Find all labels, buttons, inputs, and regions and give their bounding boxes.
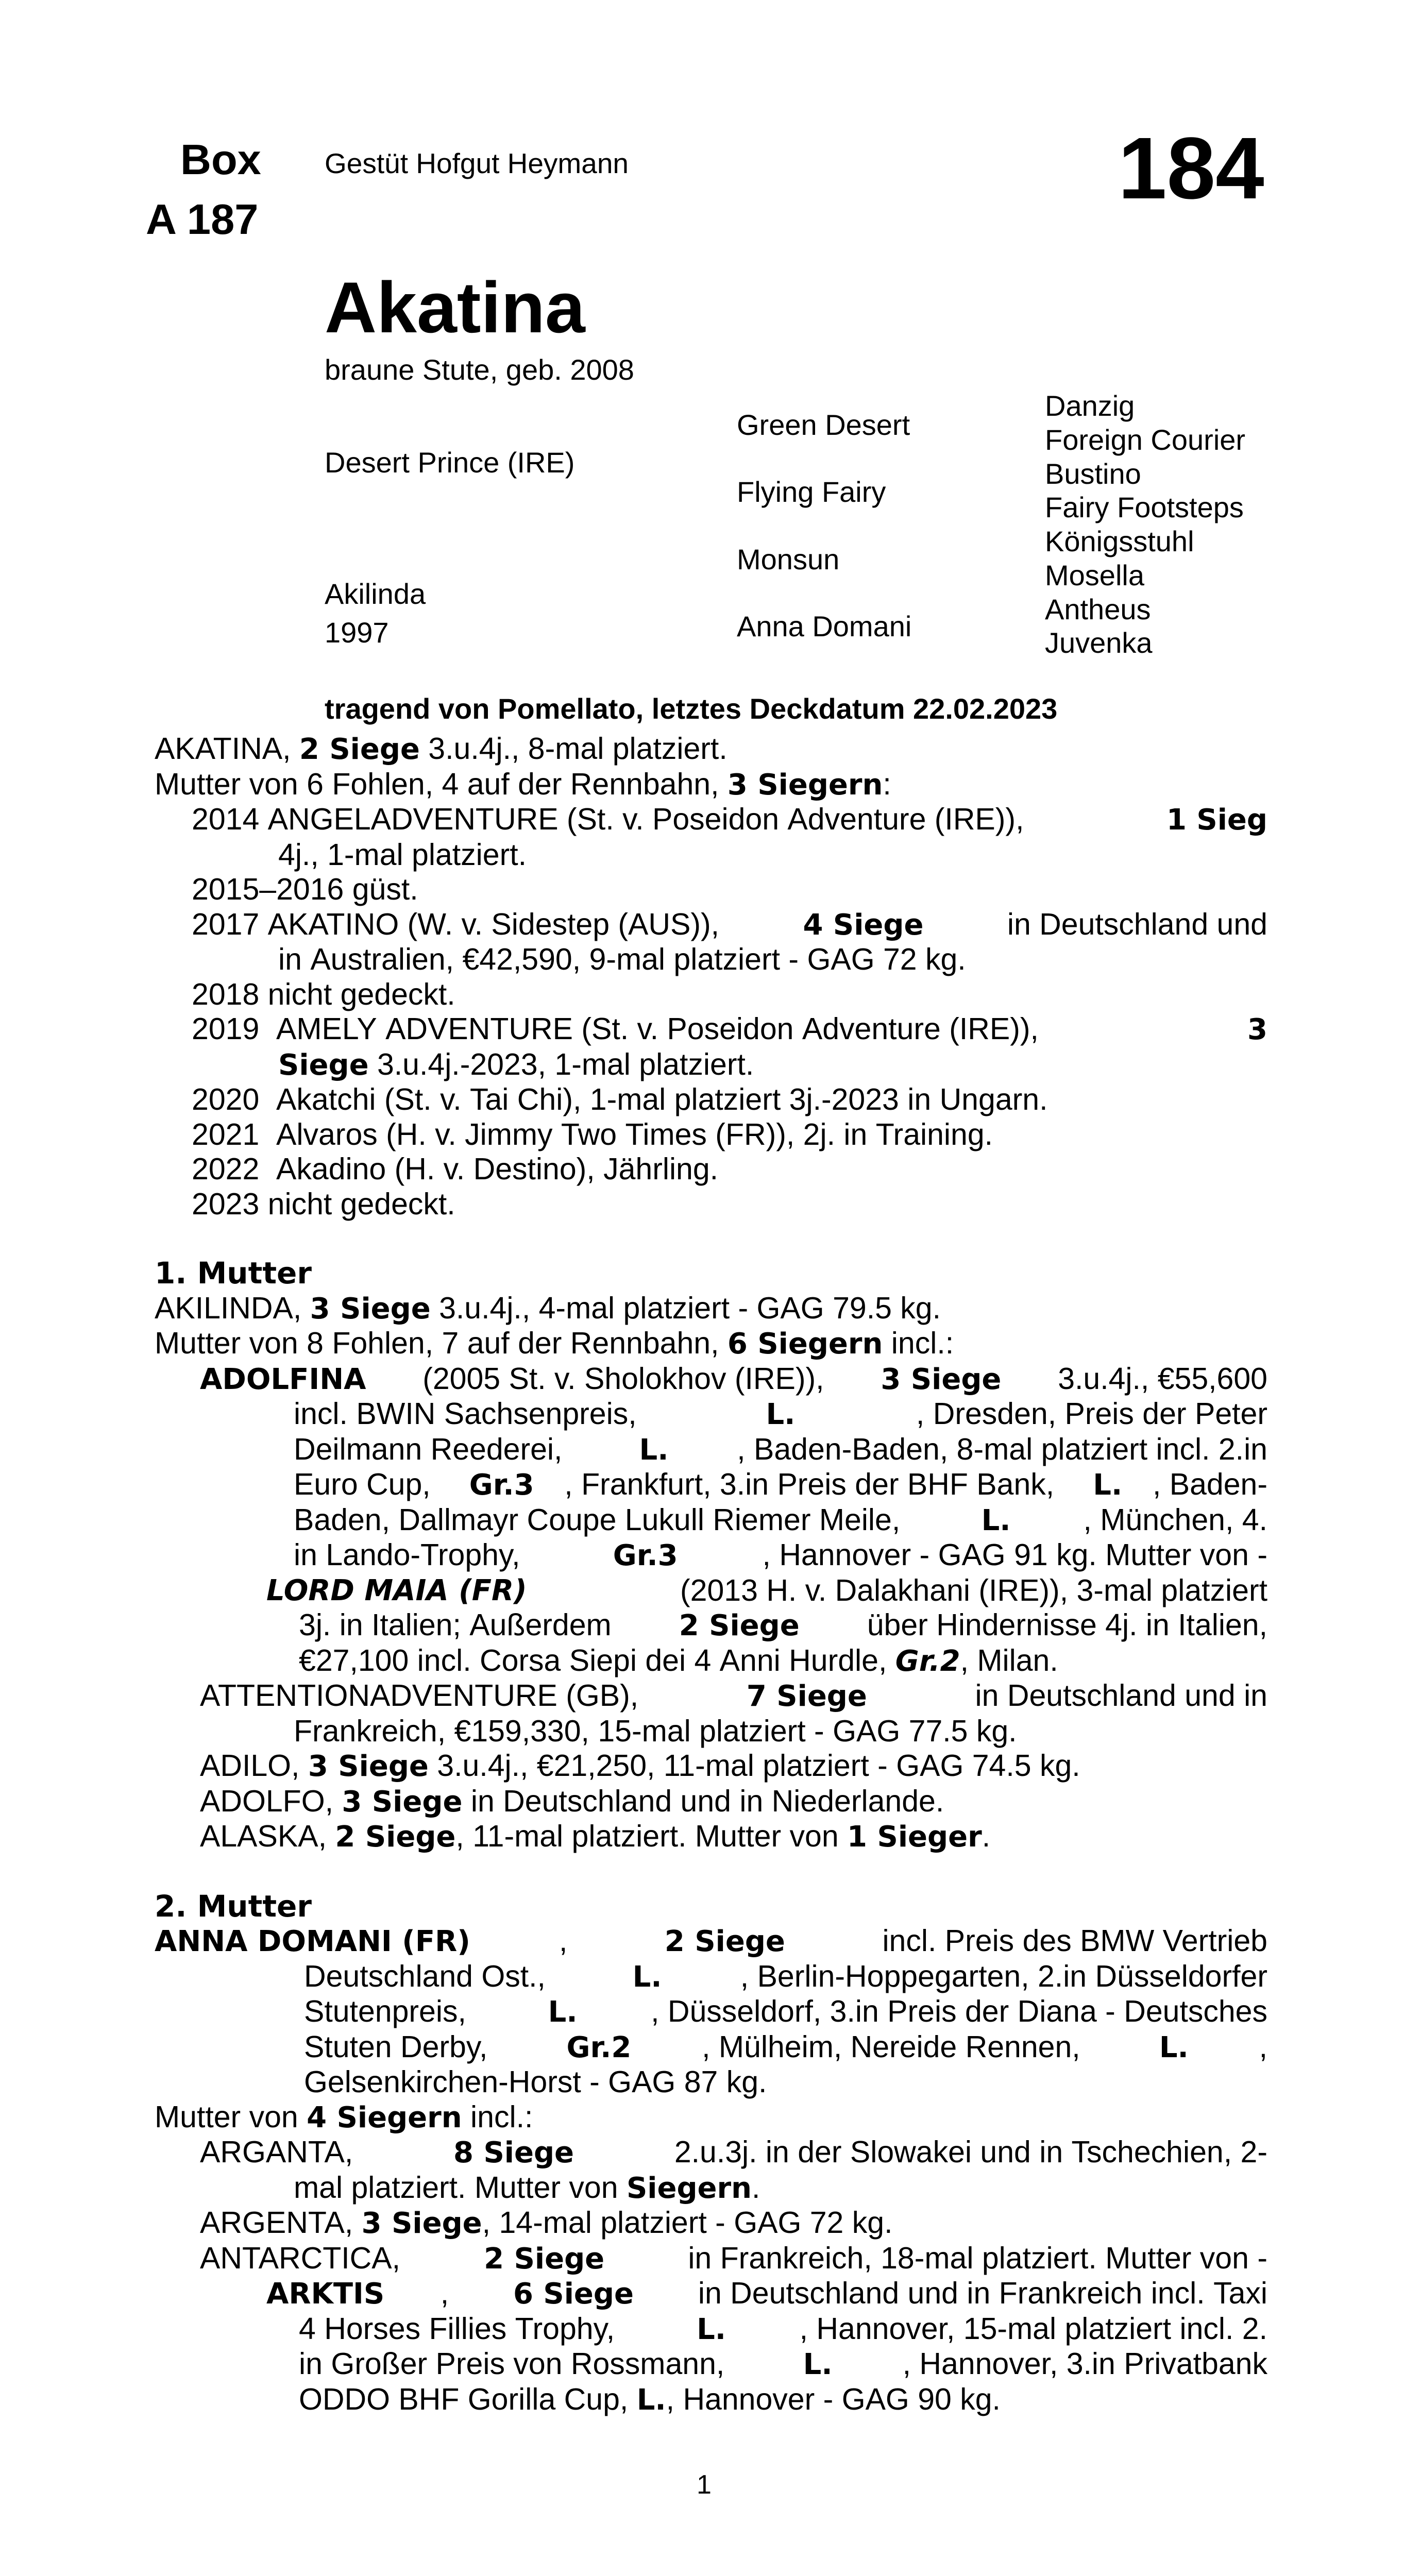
plain-text: 4 Horses Fillies Trophy, (299, 2311, 623, 2346)
plain-text: in Großer Preis von Rossmann, (299, 2347, 733, 2381)
horse-name: Akatina (325, 267, 585, 348)
text-line (155, 2206, 1267, 2241)
horse-description: braune Stute, geb. 2008 (325, 353, 634, 386)
plain-text: €27,100 incl. Corsa Siepi dei 4 Anni Hurdle, (299, 1643, 895, 1677)
plain-text: , (1259, 2029, 1267, 2064)
text-line (155, 1924, 1267, 1959)
bold-text: 2 Siege (664, 1925, 785, 1958)
pedigree-sire: Desert Prince (IRE) (325, 446, 575, 479)
race-record-text (155, 732, 1267, 2417)
bold-text: L. (981, 1503, 1011, 1537)
plain-text: , Baden- (1152, 1467, 1267, 1501)
bold-text: L. (639, 1433, 669, 1467)
bold-text: 2 Siege (679, 1609, 800, 1642)
section-heading (155, 1889, 1267, 1924)
text-line (155, 2135, 1267, 2171)
text-line (155, 1467, 1267, 1503)
text-line (155, 1012, 1267, 1047)
plain-text: 1. Mutter (155, 1256, 312, 1291)
pedigree-dam-dam: Anna Domani (737, 610, 912, 642)
plain-text: mal platziert. Mutter von (294, 2170, 627, 2205)
plain-text: 3.u.4j.-2023, 1-mal platziert. (368, 1047, 754, 1081)
plain-text: Deilmann Reederei, (294, 1432, 571, 1466)
bold-text: 8 Siege (453, 2136, 574, 2170)
plain-text: , München, 4. (1083, 1502, 1267, 1537)
text-line (155, 1784, 1267, 1820)
plain-text: 3.u.4j., 4-mal platziert - GAG 79.5 kg. (430, 1291, 941, 1325)
text-line (155, 2100, 1267, 2136)
text-line (155, 1994, 1267, 2030)
text-line (155, 1679, 1267, 1714)
text-line (155, 977, 1267, 1012)
text-line (155, 1643, 1267, 1679)
plain-text: ARGANTA, (200, 2135, 362, 2169)
lot-number: 184 (1118, 120, 1264, 217)
section-heading (155, 1256, 1267, 1291)
plain-text: in Deutschland und in Frankreich incl. Taxi (689, 2276, 1267, 2310)
box-number: A 187 (146, 195, 259, 243)
bold-text: 3 Siege (881, 1362, 1002, 1396)
text-line (155, 2276, 1267, 2312)
plain-text: . (752, 2170, 760, 2205)
bold-text: L. (636, 2383, 666, 2417)
bold-text: 2 Siege (484, 2242, 605, 2276)
plain-text: in Australien, €42,590, 9-mal platziert - GAG 72 kg. (278, 942, 966, 976)
plain-text: , 11-mal platziert. Mutter von (455, 1819, 848, 1853)
plain-text: : (883, 767, 891, 801)
plain-text: in Deutschland und in (967, 1679, 1267, 1713)
plain-text: 2019 AMELY ADVENTURE (St. v. Poseidon Adventure (IRE)), (192, 1012, 1047, 1046)
plain-text: Deutschland Ost., (304, 1959, 554, 1993)
plain-text: (2013 H. v. Dalakhani (IRE)), 3-mal platziert (671, 1573, 1267, 1607)
bold-text: 2 Siege (335, 1820, 456, 1854)
text-line (155, 1326, 1267, 1362)
text-line (155, 2241, 1267, 2277)
text-line (155, 2030, 1267, 2065)
plain-text: , Berlin-Hoppegarten, 2.in Düsseldorfer (740, 1959, 1267, 1993)
plain-text: , Milan. (960, 1643, 1058, 1677)
bold-text: L. (766, 1398, 796, 1431)
bold-text: 3 Siege (310, 1292, 431, 1326)
plain-text: 2022 Akadino (H. v. Destino), Jährling. (192, 1152, 719, 1186)
text-line (155, 1397, 1267, 1432)
text-line (155, 1959, 1267, 1995)
bold-text: ADOLFINA (200, 1362, 366, 1396)
bold-text: ANNA DOMANI (FR) (155, 1925, 470, 1958)
plain-text: ATTENTIONADVENTURE (GB), (200, 1679, 647, 1713)
pedigree-g3-8: Juvenka (1045, 626, 1153, 659)
plain-text: , Frankfurt, 3.in Preis der BHF Bank, (564, 1467, 1063, 1501)
plain-text: 2014 ANGELADVENTURE (St. v. Poseidon Adventure (IRE)), (192, 802, 1033, 836)
plain-text: , (559, 1924, 576, 1958)
bold-text: 3 Siege (308, 1750, 429, 1783)
plain-text: , Hannover - GAG 91 kg. Mutter von - (762, 1538, 1267, 1572)
bold-text: 3 Siege (361, 2207, 482, 2240)
plain-text: Mutter von 6 Fohlen, 4 auf der Rennbahn, (155, 767, 728, 801)
plain-text: 2.u.3j. in der Slowakei und in Tschechien, 2- (666, 2135, 1267, 2169)
plain-text: 3.u.4j., €21,250, 11-mal platziert - GAG 74.5 kg. (428, 1749, 1080, 1783)
breeder-name: Gestüt Hofgut Heymann (325, 147, 629, 179)
text-line (155, 1573, 1267, 1608)
plain-text: , Mülheim, Nereide Rennen, (702, 2029, 1089, 2064)
plain-text: 3.u.4j., 8-mal platziert. (419, 732, 728, 766)
text-line (155, 1749, 1267, 1784)
plain-text: in Deutschland und in Niederlande. (462, 1784, 944, 1818)
bold-text: 1 Sieg (1166, 803, 1267, 837)
covering-note: tragend von Pomellato, letztes Deckdatum 22.02.2023 (325, 692, 1058, 725)
plain-text: in Frankreich, 18-mal platziert. Mutter von - (679, 2241, 1267, 2275)
bold-italic-text: LORD MAIA (FR) (266, 1573, 527, 1607)
text-line (155, 1082, 1267, 1117)
plain-text: 2. Mutter (155, 1888, 312, 1924)
bold-text: Gr.2 (566, 2030, 632, 2064)
text-line (155, 838, 1267, 873)
text-line (155, 1503, 1267, 1538)
plain-text: in Lando-Trophy, (294, 1538, 529, 1572)
paragraph-gap (155, 1222, 1267, 1256)
bold-text: 4 Siege (803, 908, 924, 942)
text-line (155, 767, 1267, 803)
pedigree-g3-2: Foreign Courier (1045, 423, 1246, 456)
plain-text: 3.u.4j., €55,600 (1049, 1361, 1267, 1396)
plain-text: 4j., 1-mal platziert. (278, 837, 527, 872)
plain-text: Stutenpreis, (304, 1994, 475, 2028)
plain-text: Mutter von 8 Fohlen, 7 auf der Rennbahn, (155, 1326, 728, 1360)
text-line (155, 872, 1267, 907)
text-line (155, 2312, 1267, 2347)
bold-text: Gr.3 (469, 1468, 534, 1502)
pedigree-g3-4: Fairy Footsteps (1045, 491, 1244, 523)
plain-text: 3j. in Italien; Außerdem (299, 1608, 620, 1642)
text-line (155, 1117, 1267, 1153)
plain-text: incl. Preis des BMW Vertrieb (874, 1924, 1267, 1958)
plain-text: AKILINDA, (155, 1291, 310, 1325)
pedigree-g3-5: Königsstuhl (1045, 525, 1194, 557)
plain-text: Mutter von (155, 2099, 307, 2134)
plain-text: ANTARCTICA, (200, 2241, 409, 2275)
plain-text: incl.: (883, 1326, 954, 1360)
plain-text: AKATINA, (155, 732, 299, 766)
text-line (155, 802, 1267, 838)
bold-text: L. (803, 2348, 833, 2381)
bold-text: 4 Siegern (307, 2100, 462, 2134)
plain-text: , Hannover, 15-mal platziert incl. 2. (799, 2311, 1267, 2346)
pedigree-sire-dam: Flying Fairy (737, 476, 886, 508)
bold-text: 1 Sieger (847, 1820, 982, 1854)
bold-text: 3 Siegern (727, 768, 883, 802)
plain-text: , Dresden, Preis der Peter (916, 1397, 1267, 1431)
text-line (155, 2171, 1267, 2206)
text-line (155, 1362, 1267, 1397)
pedigree-g3-1: Danzig (1045, 389, 1135, 422)
plain-text: , Hannover - GAG 90 kg. (666, 2382, 1001, 2416)
bold-text: 6 Siege (513, 2277, 634, 2311)
text-line (155, 1432, 1267, 1468)
plain-text: Euro Cup, (294, 1467, 439, 1501)
text-line (155, 1291, 1267, 1327)
plain-text: ODDO BHF Gorilla Cup, (299, 2382, 637, 2416)
bold-text: 3 (1247, 1013, 1267, 1046)
bold-text: 2 Siege (299, 733, 420, 766)
plain-text: 2018 nicht gedeckt. (192, 977, 455, 1011)
pedigree-dam-year: 1997 (325, 616, 389, 649)
text-line (155, 732, 1267, 767)
plain-text: ADOLFO, (200, 1784, 342, 1818)
text-line (155, 2347, 1267, 2382)
plain-text: . (982, 1819, 991, 1853)
text-line (155, 907, 1267, 943)
text-line (155, 1538, 1267, 1573)
bold-text: L. (548, 1995, 578, 2029)
plain-text: 2020 Akatchi (St. v. Tai Chi), 1-mal platziert 3j.-2023 in Ungarn. (192, 1082, 1048, 1116)
plain-text: in Deutschland und (999, 907, 1267, 941)
text-line (155, 1819, 1267, 1855)
plain-text: incl. BWIN Sachsenpreis, (294, 1397, 646, 1431)
bold-text: 3 Siege (342, 1785, 463, 1819)
text-line (155, 1714, 1267, 1749)
text-line (155, 1152, 1267, 1187)
plain-text: incl.: (462, 2099, 533, 2134)
plain-text: , Hannover, 3.in Privatbank (902, 2347, 1267, 2381)
plain-text: ALASKA, (200, 1819, 335, 1853)
plain-text: , 14-mal platziert - GAG 72 kg. (482, 2206, 893, 2240)
plain-text: ARGENTA, (200, 2206, 362, 2240)
bold-text: 6 Siegern (727, 1327, 883, 1361)
plain-text: Stuten Derby, (304, 2029, 496, 2064)
pedigree-dam-sire: Monsun (737, 543, 840, 575)
pedigree-dam: Akilinda (325, 578, 426, 610)
plain-text: Gelsenkirchen-Horst - GAG 87 kg. (304, 2065, 767, 2099)
plain-text: über Hindernisse 4j. in Italien, (858, 1608, 1267, 1642)
pedigree-g3-3: Bustino (1045, 457, 1141, 490)
bold-text: 7 Siege (746, 1680, 867, 1713)
plain-text: 2017 AKATINO (W. v. Sidestep (AUS)), (192, 907, 728, 941)
pedigree-sire-sire: Green Desert (737, 409, 910, 441)
bold-text: L. (1159, 2030, 1189, 2064)
text-line (155, 942, 1267, 977)
bold-italic-text: Gr.2 (895, 1644, 960, 1678)
plain-text: 2023 nicht gedeckt. (192, 1187, 455, 1221)
bold-text: Gr.3 (613, 1539, 678, 1572)
bold-text: L. (1093, 1468, 1123, 1502)
bold-text: Siege (278, 1048, 369, 1082)
plain-text: (2005 St. v. Sholokhov (IRE)), (414, 1361, 833, 1396)
text-line (155, 1608, 1267, 1643)
plain-text: 2015–2016 güst. (192, 872, 418, 906)
pedigree-g3-7: Antheus (1045, 593, 1151, 625)
plain-text: 2021 Alvaros (H. v. Jimmy Two Times (FR)), 2j. in Training. (192, 1117, 993, 1151)
text-line (155, 2065, 1267, 2100)
plain-text: , Düsseldorf, 3.in Preis der Diana - Deutsches (651, 1994, 1267, 2028)
bold-text: L. (697, 2312, 726, 2346)
plain-text: ADILO, (200, 1749, 308, 1783)
paragraph-gap (155, 1855, 1267, 1889)
text-line (155, 1187, 1267, 1222)
text-line (155, 2382, 1267, 2418)
plain-text: , Baden-Baden, 8-mal platziert incl. 2.in (737, 1432, 1267, 1466)
box-label: Box (180, 135, 261, 183)
text-line (155, 1047, 1267, 1083)
plain-text: Frankreich, €159,330, 15-mal platziert - GAG 77.5 kg. (294, 1714, 1017, 1748)
plain-text: Baden, Dallmayr Coupe Lukull Riemer Meile, (294, 1502, 909, 1537)
page-number: 1 (697, 2470, 712, 2500)
pedigree-g3-6: Mosella (1045, 559, 1144, 591)
bold-text: ARKTIS (266, 2277, 385, 2311)
bold-text: Siegern (626, 2171, 752, 2205)
plain-text: , (440, 2276, 458, 2310)
bold-text: L. (632, 1960, 662, 1994)
